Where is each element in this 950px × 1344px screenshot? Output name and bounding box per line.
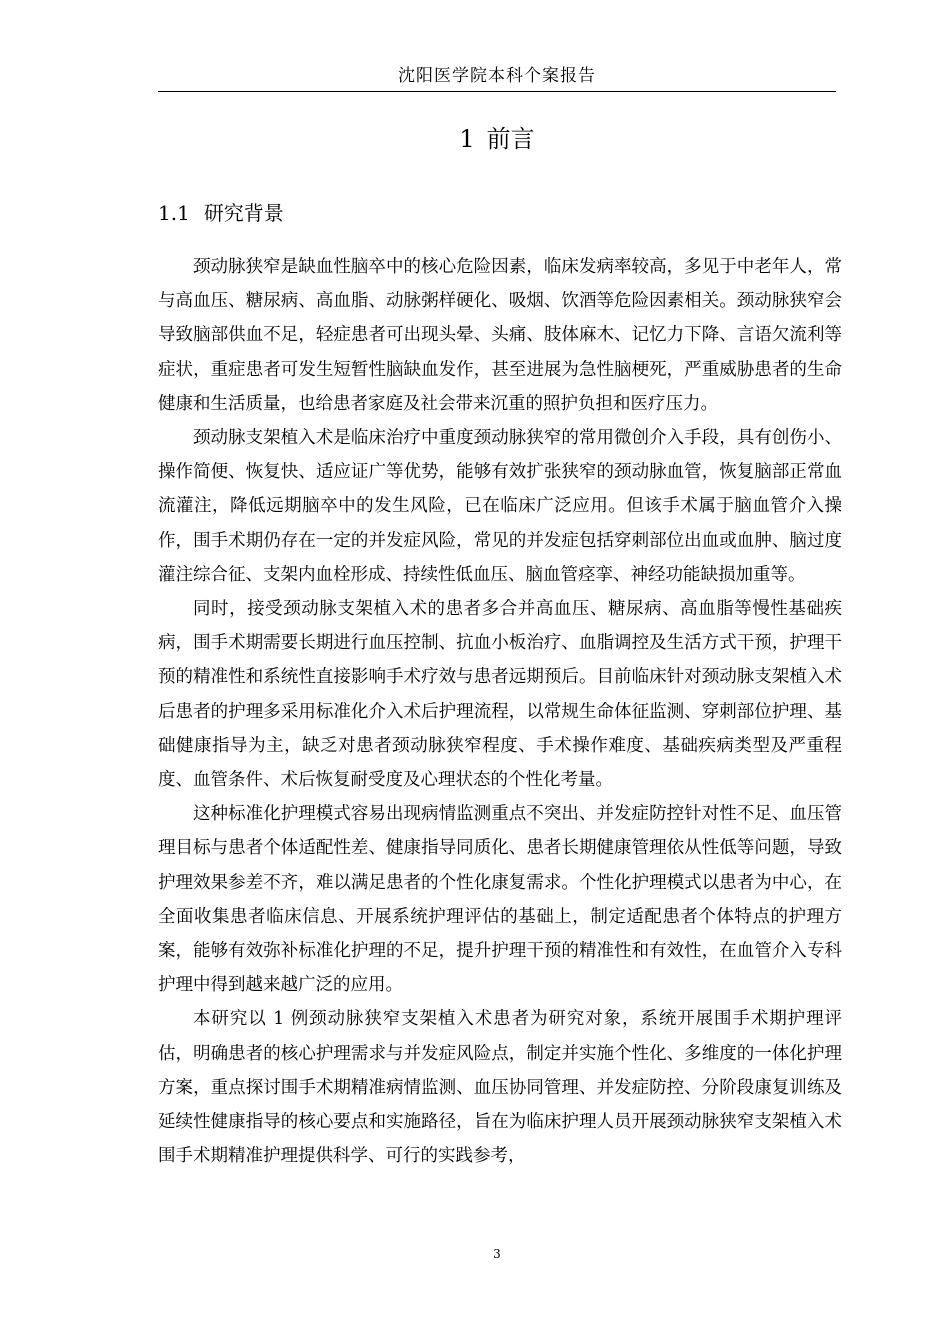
chapter-number: 1: [459, 125, 475, 153]
paragraph: 颈动脉支架植入术是临床治疗中重度颈动脉狭窄的常用微创介入手段，具有创伤小、操作简便、恢复快、适应证广等优势，能够有效扩张狭窄的颈动脉血管，恢复脑部正常血流灌注，降低远期脑卒中的发生风险，已在临床广泛应用。但该手术属于脑血管介入操作，围手术期仍存在一定的并发症风险，常见的并发症包括穿刺部位出血或血肿、脑过度灌注综合征、支架内血栓形成、持续性低血压、脑血管痉挛、神经功能缺损加重等。: [158, 428, 842, 585]
section-title-text: 研究背景: [203, 201, 284, 225]
paragraph: 本研究以 1 例颈动脉狭窄支架植入术患者为研究对象，系统开展围手术期护理评估，明确患者的核心护理需求与并发症风险点，制定并实施个性化、多维度的一体化护理方案，重点探讨围手术期精准病情监测、血压协同管理、并发症防控、分阶段康复训练及延续性健康指导的核心要点和实施路径，旨在为临床护理人员开展颈动脉狭窄支架植入术围手术期精准护理提供科学、可行的实践参考，: [158, 1009, 842, 1167]
paragraph: 颈动脉狭窄是缺血性脑卒中的核心危险因素，临床发病率较高，多见于中老年人，常与高血压、糖尿病、高血脂、动脉粥样硬化、吸烟、饮酒等危险因素相关。颈动脉狭窄会导致脑部供血不足，轻症患者可出现头晕、头痛、肢体麻木、记忆力下降、言语欠流利等症状，重症患者可发生短暂性脑缺血发作，甚至进展为急性脑梗死，严重威胁患者的生命健康和生活质量，也给患者家庭及社会带来沉重的照护负担和医疗压力。: [158, 257, 842, 414]
page-header: 沈阳医学院本科个案报告: [158, 64, 836, 92]
section-title: [158, 198, 284, 228]
page-number: 3: [493, 1247, 501, 1261]
section-number: 1.1: [158, 201, 190, 225]
paragraph: 同时，接受颈动脉支架植入术的患者多合并高血压、糖尿病、高血脂等慢性基础疾病，围手术期需要长期进行血压控制、抗血小板治疗、血脂调控及生活方式干预，护理干预的精准性和系统性直接影响手术疗效与患者远期预后。目前临床针对颈动脉支架植入术后患者的护理多采用标准化介入术后护理流程，以常规生命体征监测、穿刺部位护理、基础健康指导为主，缺乏对患者颈动脉狭窄程度、手术操作难度、基础疾病类型及严重程度、血管条件、术后恢复耐受度及心理状态的个性化考量。: [158, 599, 842, 791]
chapter-title: [158, 122, 836, 156]
paragraph: 这种标准化护理模式容易出现病情监测重点不突出、并发症防控针对性不足、血压管理目标与患者个体适配性差、健康指导同质化、患者长期健康管理依从性低等问题，导致护理效果参差不齐，难以满足患者的个性化康复需求。个性化护理模式以患者为中心，在全面收集患者临床信息、开展系统护理评估的基础上，制定适配患者个体特点的护理方案，能够有效弥补标准化护理的不足，提升护理干预的精准性和有效性，在血管介入专科护理中得到越来越广泛的应用。: [158, 804, 842, 996]
chapter-title-text: 前言: [486, 125, 535, 153]
body-text: [158, 250, 842, 1173]
